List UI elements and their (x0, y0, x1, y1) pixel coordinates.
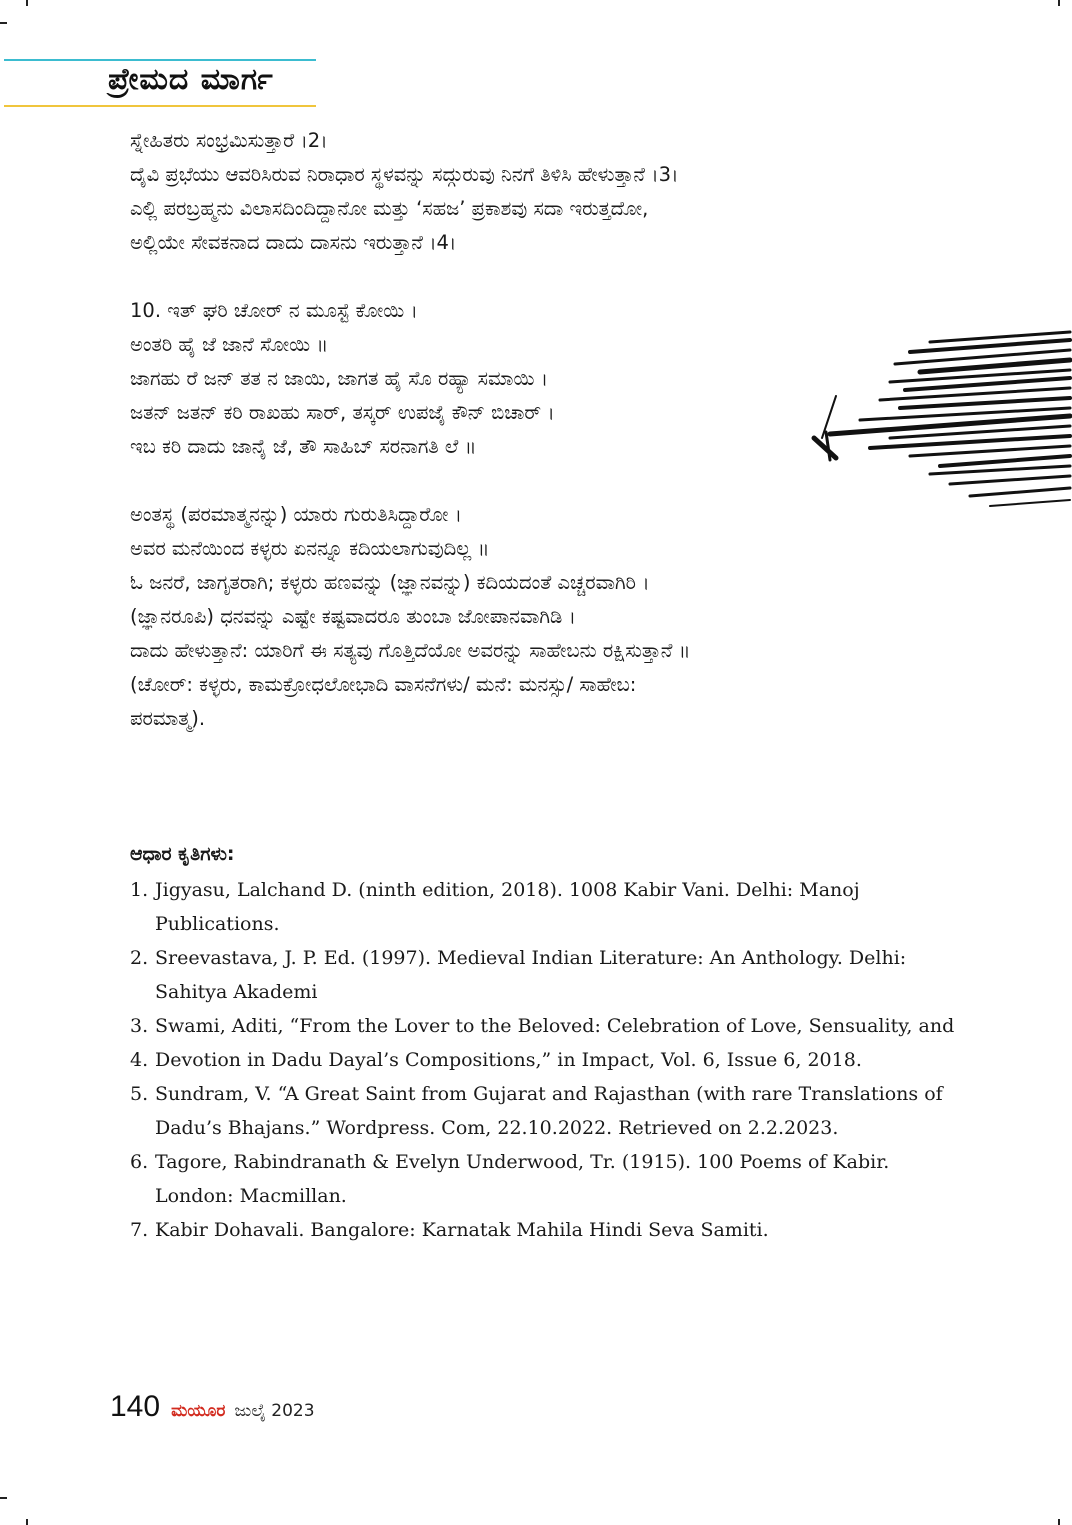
reference-text: Kabir Dohavali. Bangalore: Karnatak Mahila Hindi Seva Samiti. (155, 1219, 769, 1241)
verse-block-continued (130, 124, 930, 260)
section-title: ಪ್ರೇಮದ ಮಾರ್ಗ (108, 62, 274, 97)
verse-line: ಅಂತಸ್ಥ (ಪರಮಾತ್ಮನನ್ನು) ಯಾರು ಗುರುತಿಸಿದ್ದಾರೋ । (130, 503, 462, 526)
verse-line: (ಚೋರ್: ಕಳ್ಳರು, ಕಾಮಕ್ರೋಧಲೋಭಾದಿ ವಾಸನೆಗಳು/ ಮನೆ: ಮನಸ್ಸು/ ಸಾಹೇಬ: (130, 673, 637, 696)
page-number: 140 (110, 1390, 161, 1423)
reference-text: Sreevastava, J. P. Ed. (1997). Medieval Indian Literature: An Anthology. Delhi: Sahitya Akademi (155, 947, 907, 1003)
header-rule-yellow (4, 105, 316, 107)
reference-item (130, 1043, 972, 1077)
reference-text: Tagore, Rabindranath & Evelyn Underwood, Tr. (1915). 100 Poems of Kabir. London: Macmillan. (155, 1151, 890, 1207)
issue-date: ಜುಲೈ 2023 (234, 1401, 315, 1421)
verse-line: ಅಂತರಿ ಹೈ ಜೆ ಜಾನೆ ಸೋಯಿ ॥ (130, 333, 329, 356)
verse-line: ಜಾಗಹು ರೆ ಜನ್ ತತ ನ ಜಾಯಿ, ಜಾಗತ ಹೈ ಸೊ ರಹ್ಯಾ ಸಮಾಯಿ । (130, 367, 548, 390)
reference-item (130, 1009, 972, 1043)
reference-item (130, 1145, 972, 1213)
verse-line: ಓ ಜನರೆ, ಜಾಗೃತರಾಗಿ; ಕಳ್ಳರು ಹಣವನ್ನು (ಜ್ಞಾನವನ್ನು) ಕದಿಯದಂತೆ ಎಚ್ಚರವಾಗಿರಿ । (130, 571, 650, 594)
reference-item (130, 941, 972, 1009)
magazine-logo: ಮಯೂರ (171, 1401, 226, 1421)
verse-line: ದಾದು ಹೇಳುತ್ತಾನೆ: ಯಾರಿಗೆ ಈ ಸತ್ಯವು ಗೊತ್ತಿದೆಯೋ ಅವರನ್ನು ಸಾಹೇಬನು ರಕ್ಷಿಸುತ್ತಾನೆ ॥ (130, 639, 691, 662)
reference-number: 4. (130, 1049, 149, 1071)
reference-item (130, 1077, 972, 1145)
verse-line: (ಜ್ಞಾನರೂಪಿ) ಧನವನ್ನು ಎಷ್ಟೇ ಕಷ್ಟವಾದರೂ ತುಂಬಾ ಜೋಪಾನವಾಗಿಡಿ । (130, 605, 576, 628)
crop-mark (26, 0, 28, 6)
verse-line: ಇಬ ಕರಿ ದಾದು ಜಾನೈ ಜೆ, ತೌ ಸಾಹಿಬ್ ಸರನಾಗತಿ ಲೆ ॥ (130, 435, 477, 458)
brush-stroke-decoration (800, 320, 1072, 510)
verse-line: 10. ಇತ್ ಘರಿ ಚೋರ್ ನ ಮೂಸ್ಟೆ ಕೋಯಿ । (130, 299, 418, 322)
reference-number: 7. (130, 1219, 149, 1241)
reference-number: 6. (130, 1151, 149, 1173)
reference-number: 5. (130, 1083, 149, 1105)
reference-text: Sundram, V. “A Great Saint from Gujarat and Rajasthan (with rare Translations of Dadu’s Bhajans.” Wordpress. Com, 22.10.2022. Retrieved on 2.2.2023. (155, 1083, 943, 1139)
verse-line: ಪರಮಾತ್ಮ). (130, 707, 206, 730)
verse-line: ಅವರ ಮನೆಯಿಂದ ಕಳ್ಳರು ಏನನ್ನೂ ಕದಿಯಲಾಗುವುದಿಲ್ಲ ॥ (130, 537, 490, 560)
crop-mark (0, 22, 7, 24)
crop-mark (26, 1519, 28, 1525)
reference-number: 2. (130, 947, 149, 969)
verse-line: ದೈವಿ ಪ್ರಭೆಯು ಆವರಿಸಿರುವ ನಿರಾಧಾರ ಸ್ಥಳವನ್ನು ಸದ್ಗುರುವು ನಿನಗೆ ತಿಳಿಸಿ ಹೇಳುತ್ತಾನೆ ।3। (130, 163, 679, 186)
page-footer (110, 1390, 315, 1424)
reference-text: Jigyasu, Lalchand D. (ninth edition, 2018). 1008 Kabir Vani. Delhi: Manoj Publications. (155, 879, 860, 935)
reference-number: 1. (130, 879, 149, 901)
verse-line: ಅಲ್ಲಿಯೇ ಸೇವಕನಾದ ದಾದು ದಾಸನು ಇರುತ್ತಾನೆ ।4। (130, 231, 457, 254)
crop-mark (1058, 0, 1060, 6)
verse-line: ಸ್ನೇಹಿತರು ಸಂಭ್ರಮಿಸುತ್ತಾರೆ ।2। (130, 129, 328, 152)
reference-number: 3. (130, 1015, 149, 1037)
verse-line: ಎಲ್ಲಿ ಪರಬ್ರಹ್ಮನು ವಿಲಾಸದಿಂದಿದ್ದಾನೋ ಮತ್ತು ‘ಸಹಜ’ ಪ್ರಕಾಶವು ಸದಾ ಇರುತ್ತದೋ, (130, 197, 649, 220)
crop-mark (1058, 1519, 1060, 1525)
verse-translation-block (130, 498, 930, 736)
references-heading: ಆಧಾರ ಕೃತಿಗಳು: (130, 843, 235, 865)
reference-text: Devotion in Dadu Dayal’s Compositions,” in Impact, Vol. 6, Issue 6, 2018. (155, 1049, 862, 1071)
reference-item (130, 873, 972, 941)
reference-item (130, 1213, 972, 1247)
header-rule-cyan (4, 59, 316, 61)
crop-mark (0, 1497, 7, 1499)
references-list (130, 873, 972, 1247)
verse-line: ಜತನ್ ಜತನ್ ಕರಿ ರಾಖಹು ಸಾರ್, ತಸ್ಕರ್ ಉಪಜೈ ಕೌನ್ ಬಿಚಾರ್ । (130, 401, 555, 424)
reference-text: Swami, Aditi, “From the Lover to the Beloved: Celebration of Love, Sensuality, and (155, 1015, 955, 1037)
